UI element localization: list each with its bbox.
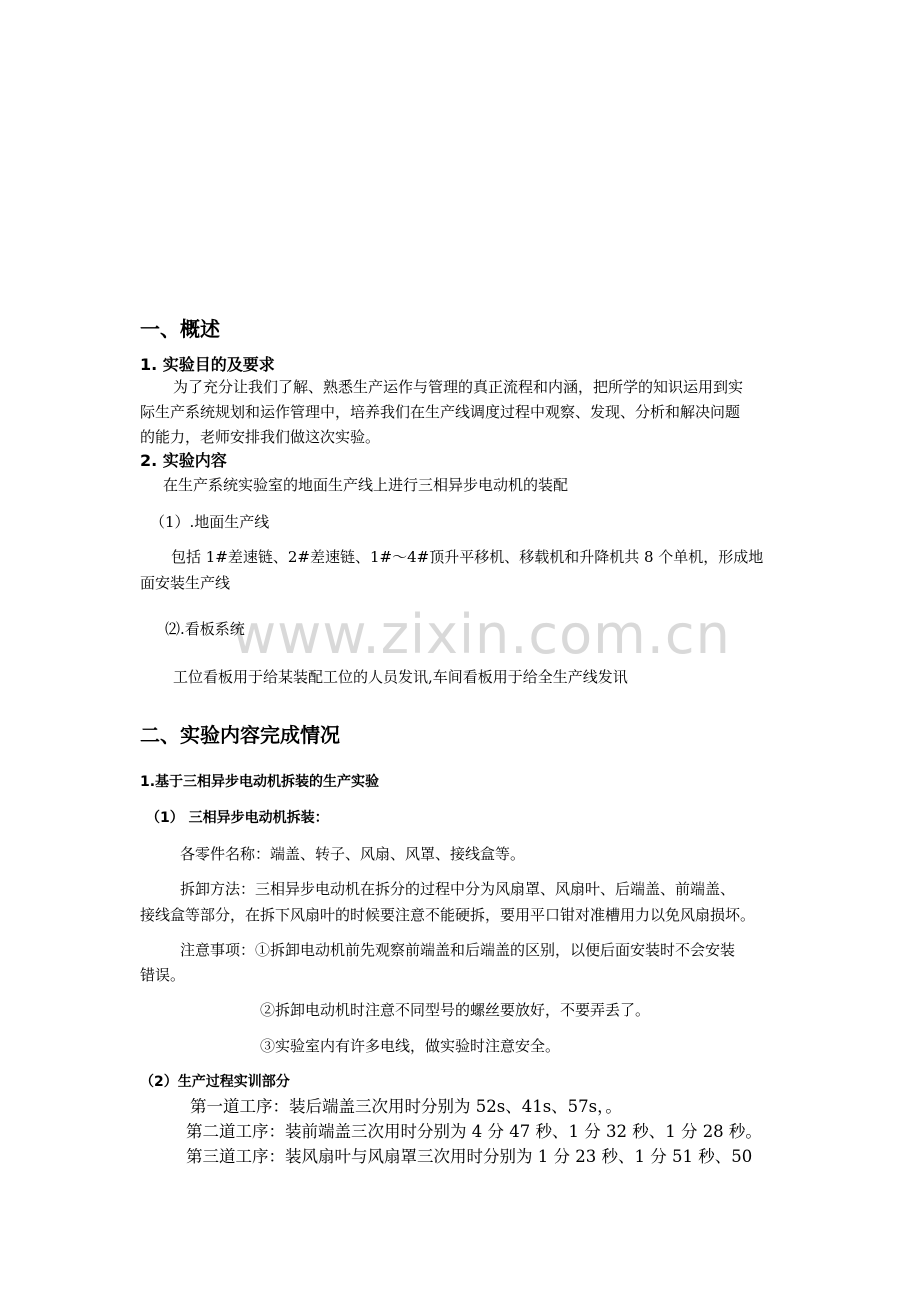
item-title-ground-line: （1）.地面生产线 <box>150 513 270 531</box>
section-heading-completion: 二、实验内容完成情况 <box>140 723 340 747</box>
paragraph-line: 接线盒等部分，在拆下风扇叶的时候要注意不能硬拆，要用平口钳对准槽用力以免风扇损坏。 <box>140 906 756 924</box>
paragraph-line: 各零件名称：端盖、转子、风扇、风罩、接线盒等。 <box>180 845 526 863</box>
paragraph-line: 为了充分让我们了解、熟悉生产运作与管理的真正流程和内涵，把所学的知识运用到实 <box>173 378 744 396</box>
part-title-disassembly: （1） 三相异步电动机拆装： <box>146 810 329 826</box>
part-title-production: （2）生产过程实训部分 <box>140 1074 290 1090</box>
note-item: ③实验室内有许多电线，做实验时注意安全。 <box>260 1037 561 1055</box>
process-line: 第三道工序：装风扇叶与风扇罩三次用时分别为 1 分 23 秒、1 分 51 秒、50 <box>186 1147 753 1166</box>
paragraph-line: 工位看板用于给某装配工位的人员发讯,车间看板用于给全生产线发讯 <box>173 668 628 686</box>
note-item: ②拆卸电动机时注意不同型号的螺丝要放好，不要弄丢了。 <box>260 1001 651 1019</box>
paragraph-line: 的能力，老师安排我们做这次实验。 <box>140 428 381 446</box>
subheading-experiment: 1.基于三相异步电动机拆装的生产实验 <box>140 774 380 790</box>
watermark: www.zixin.com.cn <box>232 603 731 666</box>
paragraph-line: 包括 1#差速链、2#差速链、1#～4#顶升平移机、移载机和升降机共 8 个单机，形成地 <box>171 548 764 566</box>
paragraph-line: 拆卸方法：三相异步电动机在拆分的过程中分为风扇罩、风扇叶、后端盖、前端盖、 <box>180 880 736 898</box>
paragraph-line: 错误。 <box>140 966 186 984</box>
process-line: 第二道工序：装前端盖三次用时分别为 4 分 47 秒、1 分 32 秒、1 分 28 秒。 <box>186 1122 762 1141</box>
subheading-content: 2. 实验内容 <box>140 451 227 470</box>
paragraph-line: 面安装生产线 <box>140 574 231 592</box>
paragraph-line: 注意事项：①拆卸电动机前先观察前端盖和后端盖的区别，以便后面安装时不会安装 <box>180 941 736 959</box>
paragraph-line: 际生产系统规划和运作管理中，培养我们在生产线调度过程中观察、发现、分析和解决问题 <box>140 403 741 421</box>
subheading-purpose: 1. 实验目的及要求 <box>140 355 275 374</box>
item-title-kanban: ⑵.看板系统 <box>165 620 245 638</box>
section-heading-overview: 一、概述 <box>140 317 220 341</box>
process-line: 第一道工序：装后端盖三次用时分别为 52s、41s、57s，。 <box>190 1097 622 1116</box>
paragraph-line: 在生产系统实验室的地面生产线上进行三相异步电动机的装配 <box>163 476 569 494</box>
